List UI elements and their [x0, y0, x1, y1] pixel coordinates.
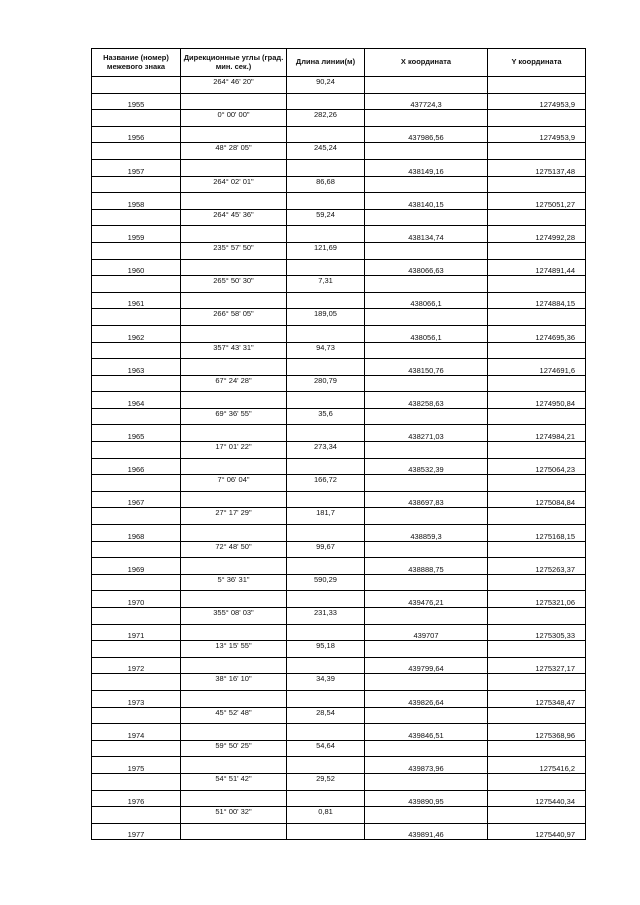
table-row-line [92, 475, 586, 492]
table-row-point [92, 591, 586, 608]
x-coordinate-cell: 439873,96 [365, 757, 488, 774]
table-row-point [92, 226, 586, 243]
angle-cell: 264° 02' 01" [181, 176, 287, 193]
point-name-cell: 1967 [92, 491, 181, 508]
table-row-line [92, 209, 586, 226]
point-name-cell: 1968 [92, 525, 181, 542]
length-cell: 94,73 [287, 342, 365, 359]
length-cell: 59,24 [287, 209, 365, 226]
x-coordinate-cell: 438150,76 [365, 359, 488, 376]
length-cell: 90,24 [287, 77, 365, 94]
y-coordinate-cell: 1275368,96 [488, 724, 586, 741]
x-coordinate-cell: 438532,39 [365, 458, 488, 475]
length-cell: 189,05 [287, 309, 365, 326]
point-name-cell: 1964 [92, 392, 181, 409]
y-coordinate-cell: 1274884,15 [488, 292, 586, 309]
angle-cell: 5° 36' 31" [181, 574, 287, 591]
table-row-line [92, 807, 586, 824]
table-row-point [92, 126, 586, 143]
x-coordinate-cell: 439707 [365, 624, 488, 641]
length-cell: 34,39 [287, 674, 365, 691]
y-coordinate-cell: 1274950,84 [488, 392, 586, 409]
table-row-line [92, 541, 586, 558]
table-row-line [92, 176, 586, 193]
table-row-line [92, 442, 586, 459]
y-coordinate-cell: 1275327,17 [488, 657, 586, 674]
table-row-line [92, 674, 586, 691]
angle-cell: 38° 16' 10" [181, 674, 287, 691]
table-row-point [92, 558, 586, 575]
point-name-cell: 1956 [92, 126, 181, 143]
y-coordinate-cell: 1274992,28 [488, 226, 586, 243]
table-row-point [92, 491, 586, 508]
table-row-line [92, 342, 586, 359]
point-name-cell: 1962 [92, 325, 181, 342]
x-coordinate-cell: 439826,64 [365, 690, 488, 707]
angle-cell: 45° 52' 48" [181, 707, 287, 724]
angle-cell: 72° 48' 50" [181, 541, 287, 558]
point-name-cell: 1975 [92, 757, 181, 774]
x-coordinate-cell: 438149,16 [365, 159, 488, 176]
length-cell: 280,79 [287, 375, 365, 392]
point-name-cell: 1960 [92, 259, 181, 276]
point-name-cell: 1955 [92, 93, 181, 110]
angle-cell: 48° 28' 05" [181, 143, 287, 160]
y-coordinate-cell: 1274691,6 [488, 359, 586, 376]
point-name-cell: 1969 [92, 558, 181, 575]
angle-cell: 51° 00' 32" [181, 807, 287, 824]
point-name-cell: 1973 [92, 690, 181, 707]
x-coordinate-cell: 437724,3 [365, 93, 488, 110]
length-cell: 35,6 [287, 408, 365, 425]
y-coordinate-cell: 1275137,48 [488, 159, 586, 176]
point-name-cell: 1958 [92, 193, 181, 210]
y-coordinate-cell: 1275348,47 [488, 690, 586, 707]
length-cell: 181,7 [287, 508, 365, 525]
angle-cell: 54° 51' 42" [181, 773, 287, 790]
length-cell: 231,33 [287, 608, 365, 625]
header-length: Длина линии(м) [287, 49, 365, 77]
x-coordinate-cell: 437986,56 [365, 126, 488, 143]
header-y: Y координата [488, 49, 586, 77]
length-cell: 282,26 [287, 110, 365, 127]
length-cell: 54,64 [287, 740, 365, 757]
angle-cell: 357° 43' 31" [181, 342, 287, 359]
table-row-line [92, 309, 586, 326]
length-cell: 86,68 [287, 176, 365, 193]
x-coordinate-cell: 439846,51 [365, 724, 488, 741]
y-coordinate-cell: 1275416,2 [488, 757, 586, 774]
x-coordinate-cell: 438888,75 [365, 558, 488, 575]
y-coordinate-cell: 1275051,27 [488, 193, 586, 210]
point-name-cell: 1974 [92, 724, 181, 741]
table-row-line [92, 508, 586, 525]
table-row-point [92, 823, 586, 840]
angle-cell: 59° 50' 25" [181, 740, 287, 757]
table-row-point [92, 657, 586, 674]
angle-cell: 7° 06' 04" [181, 475, 287, 492]
x-coordinate-cell: 438271,03 [365, 425, 488, 442]
length-cell: 7,31 [287, 276, 365, 293]
table-row-point [92, 757, 586, 774]
x-coordinate-cell: 438258,63 [365, 392, 488, 409]
header-angle: Дирекционные углы (град. мин. сек.) [181, 49, 287, 77]
point-name-cell: 1961 [92, 292, 181, 309]
y-coordinate-cell: 1275440,34 [488, 790, 586, 807]
x-coordinate-cell: 439799,64 [365, 657, 488, 674]
length-cell: 245,24 [287, 143, 365, 160]
y-coordinate-cell: 1275084,84 [488, 491, 586, 508]
table-row-line [92, 143, 586, 160]
table-row-point [92, 624, 586, 641]
length-cell: 95,18 [287, 641, 365, 658]
angle-cell: 67° 24' 28" [181, 375, 287, 392]
x-coordinate-cell: 438056,1 [365, 325, 488, 342]
point-name-cell: 1959 [92, 226, 181, 243]
angle-cell: 265° 50' 30" [181, 276, 287, 293]
angle-cell: 13° 15' 55" [181, 641, 287, 658]
point-name-cell: 1966 [92, 458, 181, 475]
table-row-point [92, 259, 586, 276]
table-row-point [92, 392, 586, 409]
table-row-point [92, 425, 586, 442]
angle-cell: 27° 17' 29" [181, 508, 287, 525]
x-coordinate-cell: 439891,46 [365, 823, 488, 840]
table-row-point [92, 790, 586, 807]
table-row-point [92, 325, 586, 342]
angle-cell: 17° 01' 22" [181, 442, 287, 459]
table-row-line [92, 276, 586, 293]
y-coordinate-cell: 1275321,06 [488, 591, 586, 608]
angle-cell: 0° 00' 00" [181, 110, 287, 127]
y-coordinate-cell: 1274984,21 [488, 425, 586, 442]
table-row-point [92, 159, 586, 176]
point-name-cell: 1976 [92, 790, 181, 807]
length-cell: 590,29 [287, 574, 365, 591]
point-name-cell: 1972 [92, 657, 181, 674]
angle-cell: 264° 46' 20" [181, 77, 287, 94]
length-cell: 0,81 [287, 807, 365, 824]
y-coordinate-cell: 1275305,33 [488, 624, 586, 641]
length-cell: 29,52 [287, 773, 365, 790]
y-coordinate-cell: 1275168,15 [488, 525, 586, 542]
x-coordinate-cell: 438134,74 [365, 226, 488, 243]
table-row-line [92, 110, 586, 127]
table-row-line [92, 408, 586, 425]
angle-cell: 264° 45' 36" [181, 209, 287, 226]
x-coordinate-cell: 438859,3 [365, 525, 488, 542]
table-row-point [92, 292, 586, 309]
header-name: Название (номер) межевого знака [92, 49, 181, 77]
table-row-point [92, 525, 586, 542]
y-coordinate-cell: 1274953,9 [488, 126, 586, 143]
table-row-line [92, 740, 586, 757]
table-row-point [92, 193, 586, 210]
angle-cell: 235° 57' 50" [181, 242, 287, 259]
x-coordinate-cell: 439476,21 [365, 591, 488, 608]
angle-cell: 266° 58' 05" [181, 309, 287, 326]
table-header-row [92, 49, 586, 77]
table-row-point [92, 724, 586, 741]
y-coordinate-cell: 1274695,36 [488, 325, 586, 342]
table-row-line [92, 707, 586, 724]
table-row-point [92, 359, 586, 376]
x-coordinate-cell: 439890,95 [365, 790, 488, 807]
length-cell: 28,54 [287, 707, 365, 724]
angle-cell: 355° 08' 03" [181, 608, 287, 625]
table-row-line [92, 608, 586, 625]
y-coordinate-cell: 1274953,9 [488, 93, 586, 110]
x-coordinate-cell: 438140,15 [365, 193, 488, 210]
x-coordinate-cell: 438066,63 [365, 259, 488, 276]
header-x: X координата [365, 49, 488, 77]
point-name-cell: 1977 [92, 823, 181, 840]
y-coordinate-cell: 1275064,23 [488, 458, 586, 475]
table-row-point [92, 690, 586, 707]
point-name-cell: 1957 [92, 159, 181, 176]
table-row-line [92, 242, 586, 259]
table-row-line [92, 375, 586, 392]
length-cell: 99,67 [287, 541, 365, 558]
table-row-line [92, 641, 586, 658]
point-name-cell: 1963 [92, 359, 181, 376]
point-name-cell: 1965 [92, 425, 181, 442]
table-row-line [92, 773, 586, 790]
length-cell: 166,72 [287, 475, 365, 492]
y-coordinate-cell: 1275440,97 [488, 823, 586, 840]
x-coordinate-cell: 438697,83 [365, 491, 488, 508]
table-row-point [92, 93, 586, 110]
length-cell: 121,69 [287, 242, 365, 259]
table-row-point [92, 458, 586, 475]
length-cell: 273,34 [287, 442, 365, 459]
table-row-line [92, 77, 586, 94]
coordinates-table-page [91, 48, 585, 840]
y-coordinate-cell: 1274891,44 [488, 259, 586, 276]
angle-cell: 69° 36' 55" [181, 408, 287, 425]
coordinates-table [91, 48, 586, 840]
y-coordinate-cell: 1275263,37 [488, 558, 586, 575]
point-name-cell: 1970 [92, 591, 181, 608]
point-name-cell: 1971 [92, 624, 181, 641]
x-coordinate-cell: 438066,1 [365, 292, 488, 309]
table-body [92, 77, 586, 840]
table-row-line [92, 574, 586, 591]
